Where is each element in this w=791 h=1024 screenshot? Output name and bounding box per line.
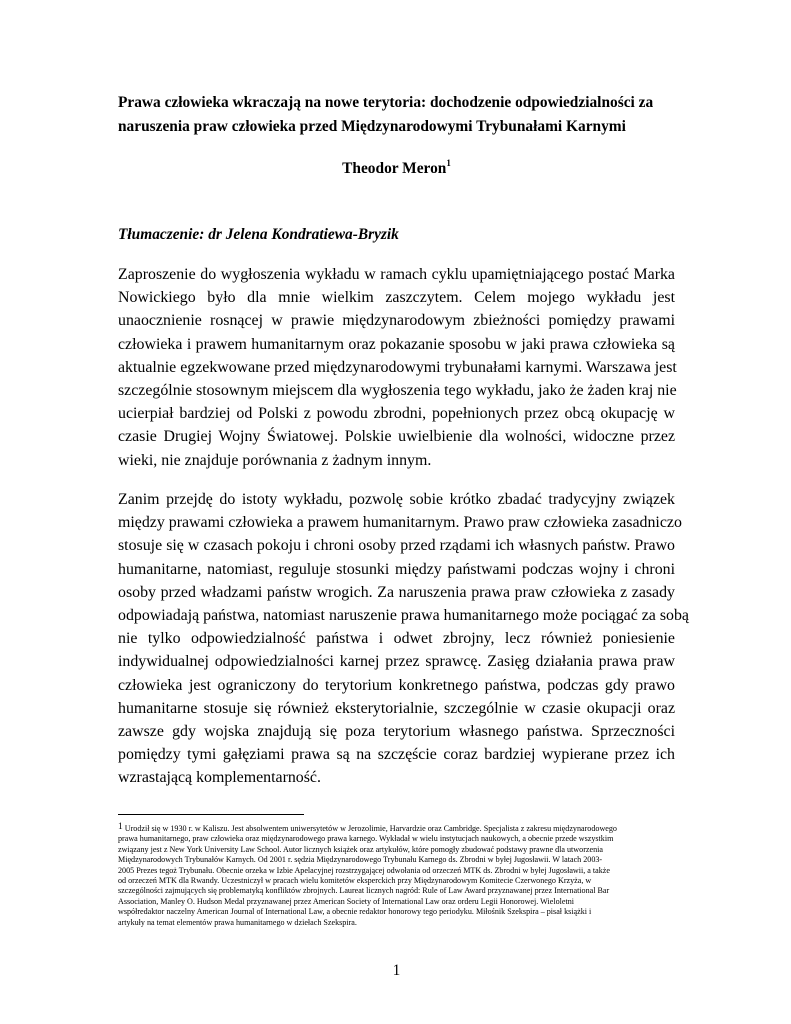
footnote-line — [118, 822, 688, 834]
paragraph-line: nie tylko odpowiedzialność państwa i odwet zbrojny, lecz również poniesienie — [118, 630, 675, 648]
footnote-line: Association, Manley O. Hudson Medal przyznawanej przez American Society of International Law oraz orderu Legii Honorowej. Wieloletni — [118, 896, 574, 906]
translator-credit: Tłumaczenie: dr Jelena Kondratiewa-Bryzik — [118, 226, 399, 243]
paragraph-line: Zanim przejdę do istoty wykładu, pozwolę sobie krótko zbadać tradycyjny związek — [118, 491, 675, 508]
page-number: 1 — [392, 962, 401, 979]
author-line — [118, 159, 675, 179]
footnote-line: 2005 Prezes tegoż Trybunału. Obecnie orzeka w Izbie Apelacyjnej rozstrzygającej odwołania od orzeczeń MTK ds. Zbrodni w byłej Jugosławii, a także — [118, 865, 610, 875]
paragraph-line: unaocznienie rosnącej w prawie międzynarodowym zbieżności pomiędzy prawami — [118, 312, 675, 330]
paragraph-line: ucierpiał bardziej od Polski z powodu zbrodni, popełnionych przez obcą okupację w — [118, 405, 675, 423]
paragraph-line: wzrastającą komplementarność. — [118, 769, 321, 787]
paragraph-line: wieki, nie znajduje porównania z żadnym innym. — [118, 451, 432, 469]
document-title — [118, 91, 675, 139]
paragraph-line: Zaproszenie do wygłoszenia wykładu w ramach cyklu upamiętniającego postać Marka — [118, 266, 675, 283]
footnote-line: współredaktor naczelny American Journal of International Law, a obecnie redaktor honorowy tego periodyku. Miłośnik Szekspira – pisał książki i — [118, 907, 592, 917]
title-line: naruszenia praw człowieka przed Międzynarodowymi Trybunałami Karnymi — [118, 118, 626, 135]
paragraph-line: człowieka i prawem humanitarnym oraz pokazanie sposobu w jaki prawa człowieka są — [118, 335, 675, 353]
paragraph-line: humanitarne stosuje się również eksterytorialnie, szczególnie w czasie okupacji oraz — [118, 699, 675, 717]
paragraph-line: stosuje się w czasach pokoju i chroni osoby przed rządami ich własnych państw. Prawo — [118, 537, 675, 555]
paragraph-line: czasie Drugiej Wojny Światowej. Polskie uwielbienie dla wolności, widoczne przez — [118, 428, 675, 446]
footnote — [118, 822, 688, 928]
footnote-marker: 1 — [118, 822, 123, 832]
paragraph-line: indywidualnej odpowiedzialności karnej przez sprawcę. Zasięg działania prawa praw — [118, 653, 675, 671]
paragraph-line: odpowiadają państwa, natomiast naruszenie prawa humanitarnego może pociągać za sobą — [118, 607, 689, 625]
document-page — [118, 0, 689, 1024]
paragraph — [118, 263, 675, 472]
paragraph-line: aktualnie egzekwowane przed międzynarodowymi trybunałami karnymi. Warszawa jest — [118, 358, 677, 376]
footnote-separator — [118, 814, 304, 815]
footnote-line: od orzeczeń MTK dla Rwandy. Uczestniczył w pracach wielu komitetów eksperckich przy Międzynarodowym Komitecie Czerwonego Krzyża, w — [118, 876, 592, 886]
footnote-line: artykuły na temat elementów prawa humanitarnego w dziełach Szekspira. — [118, 917, 357, 927]
title-line: Prawa człowieka wkraczają na nowe terytoria: dochodzenie odpowiedzialności za — [118, 94, 654, 111]
footnote-line: związany jest z New York University Law School. Autor licznych książek oraz artykułów, które pomogły zbudować podstawy prawne dla utworzenia — [118, 844, 603, 854]
paragraph-line: człowieka jest ograniczony do terytorium konkretnego państwa, podczas gdy prawo — [118, 676, 675, 694]
footnote-text: Urodził się w 1930 r. w Kaliszu. Jest absolwentem uniwersytetów w Jerozolimie, Harvardzie oraz Cambridge. Specjalista z zakresu międzynarodowego — [124, 824, 617, 833]
paragraph-line: zawsze gdy wojska znajdują się poza terytorium własnego państwa. Sprzeczności — [118, 723, 675, 741]
author-name: Theodor Meron — [342, 160, 447, 177]
paragraph-line: Nowickiego było dla mnie wielkim zaszczytem. Celem mojego wykładu jest — [118, 289, 675, 307]
footnote-line: Międzynarodowych Trybunałów Karnych. Od 2001 r. sędzia Międzynarodowego Trybunału Karnego ds. Zbrodni w byłej Jugosławii. W latach 2003- — [118, 855, 603, 865]
paragraph — [118, 488, 689, 790]
footnote-reference[interactable]: 1 — [446, 158, 451, 168]
paragraph-line: humanitarne, natomiast, reguluje stosunki między państwami podczas wojny i chroni — [118, 560, 675, 578]
paragraph-line: osoby przed władzami państw wrogich. Za naruszenia prawa praw człowieka z zasady — [118, 583, 675, 601]
paragraph-line: między prawami człowieka a prawem humanitarnym. Prawo praw człowieka zasadniczo — [118, 514, 682, 532]
paragraph-line: pomiędzy tymi gałęziami prawa są na szczęście coraz bardziej wypierane przez ich — [118, 746, 675, 764]
footnote-line: prawa humanitarnego, praw człowieka oraz międzynarodowego prawa karnego. Wykładał w wielu instytucjach naukowych, a obecnie przede wszystkim — [118, 834, 614, 844]
footnote-line: szczególności zajmujących się problematyką konfliktów zbrojnych. Laureat licznych nagród: Rule of Law Award przyznawanej przez International Bar — [118, 886, 610, 896]
paragraph-line: szczególnie stosownym miejscem dla wygłoszenia tego wykładu, jako że żaden kraj nie — [118, 382, 677, 400]
